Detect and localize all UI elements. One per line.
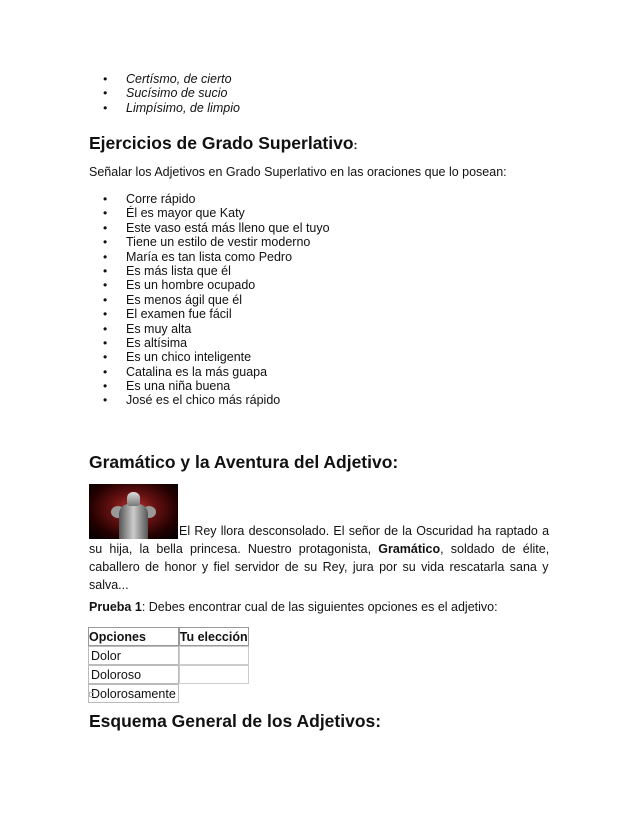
story-text: su hija, la bella princesa. Nuestro protagonista, <box>89 542 379 556</box>
list-item: • Este vaso está más lleno que el tuyo <box>98 221 330 235</box>
option-cell: Dolorosamente <box>88 684 179 703</box>
options-table <box>88 627 249 703</box>
list-item: • Es altísima <box>98 336 330 350</box>
list-item: • Limpísimo, de limpio <box>98 101 240 115</box>
story-line-2 <box>89 540 549 558</box>
hero-name: Gramático <box>378 542 441 556</box>
list-item: • Él es mayor que Katy <box>98 206 330 220</box>
choice-cell[interactable] <box>179 665 249 684</box>
choice-cell[interactable] <box>179 646 249 665</box>
list-item: • Certísmo, de cierto <box>98 72 240 86</box>
list-item: • Es una niña buena <box>98 379 330 393</box>
list-item: • Catalina es la más guapa <box>98 365 330 379</box>
heading-text: Ejercicios de Grado Superlativo <box>89 133 354 153</box>
intro-list <box>98 72 240 115</box>
test-label: Prueba 1 <box>89 600 142 614</box>
story-line-4: salva... <box>89 578 129 592</box>
table-row <box>88 684 249 703</box>
list-item: • Corre rápido <box>98 192 330 206</box>
table-row <box>88 646 249 665</box>
list-item: • Sucísimo de sucio <box>98 86 240 100</box>
section-heading-gramatico: Gramático y la Aventura del Adjetivo: <box>89 452 399 472</box>
column-header-options: Opciones <box>88 627 179 646</box>
list-item: • Es más lista que él <box>98 264 330 278</box>
knight-body <box>119 504 148 539</box>
choice-cell[interactable] <box>179 684 249 703</box>
table-marker <box>89 692 94 697</box>
list-item: • José es el chico más rápido <box>98 393 330 407</box>
story-text: , soldado de élite, <box>440 542 550 556</box>
list-item: • Es menos ágil que él <box>98 293 330 307</box>
list-item: • Es un chico inteligente <box>98 350 330 364</box>
heading-colon: : <box>353 138 358 152</box>
knight-image <box>89 484 178 539</box>
option-cell: Doloroso <box>88 665 179 684</box>
test-text: : Debes encontrar cual de las siguientes opciones es el adjetivo: <box>141 600 498 614</box>
knight-helmet <box>127 492 140 506</box>
story-line-1: El Rey llora desconsolado. El señor de la Oscuridad ha raptado a <box>179 524 550 538</box>
list-item: • Es muy alta <box>98 322 330 336</box>
story-line-3: caballero de honor y fiel servidor de su Rey, jura por su vida rescatarla sana y <box>89 560 549 574</box>
column-header-choice: Tu elección <box>179 627 249 646</box>
table-header-row <box>88 627 249 646</box>
list-item: • El examen fue fácil <box>98 307 330 321</box>
list-item: • Tiene un estilo de vestir moderno <box>98 235 330 249</box>
table-row <box>88 665 249 684</box>
option-cell: Dolor <box>88 646 179 665</box>
instruction-text: Señalar los Adjetivos en Grado Superlativo en las oraciones que lo posean: <box>89 165 507 179</box>
sentence-list <box>98 192 330 408</box>
test-instruction <box>89 600 498 614</box>
list-item: • Es un hombre ocupado <box>98 278 330 292</box>
section-heading-superlativo <box>89 133 358 154</box>
list-item: • María es tan lista como Pedro <box>98 250 330 264</box>
section-heading-esquema: Esquema General de los Adjetivos: <box>89 711 382 731</box>
